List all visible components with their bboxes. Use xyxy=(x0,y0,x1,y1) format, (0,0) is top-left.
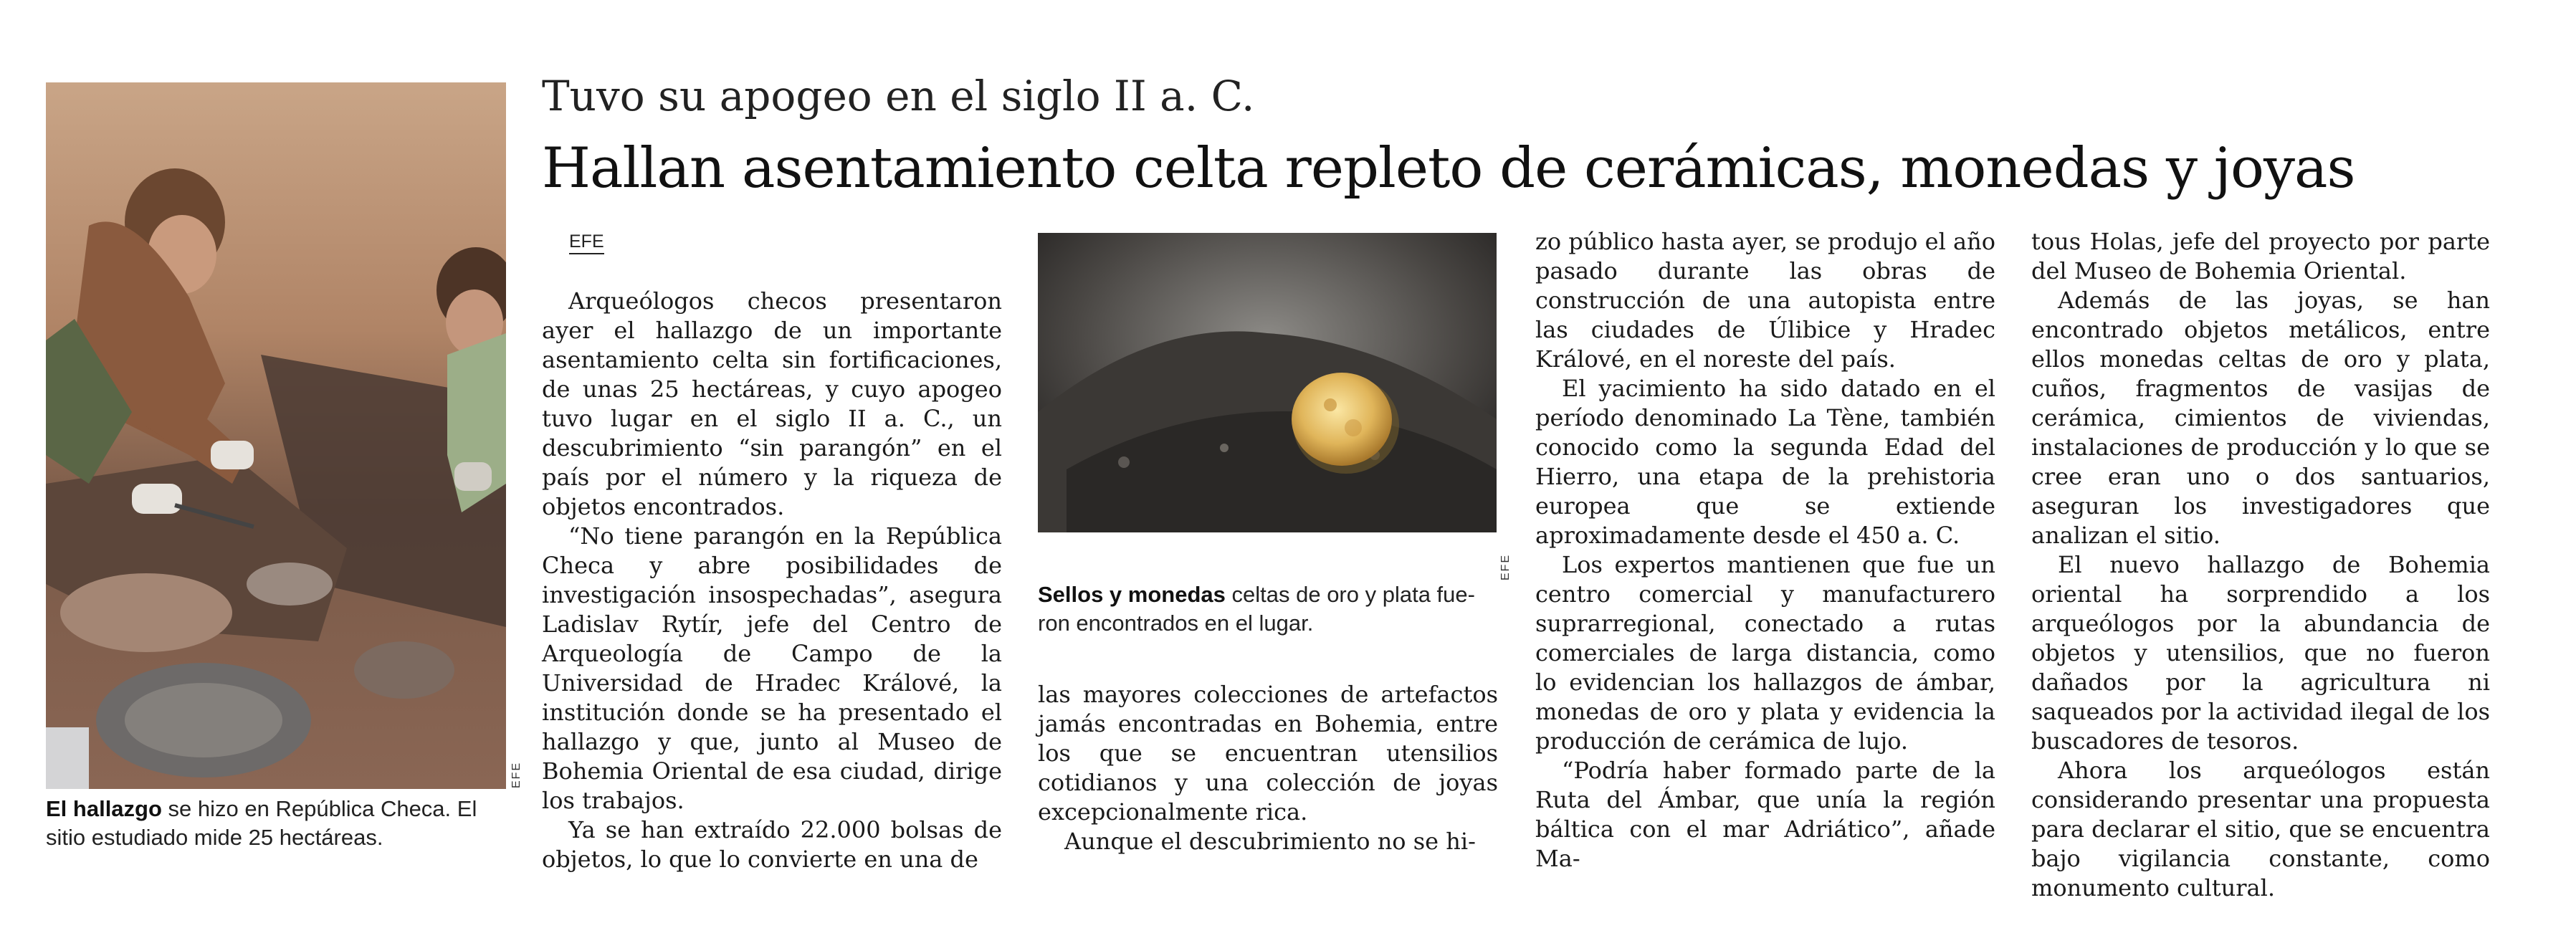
column-4 xyxy=(2031,227,2490,903)
paragraph: “Podría haber formado parte de la Ruta del Ámbar, que unía la región báltica con el mar Adriático”, añade Ma- xyxy=(1535,757,1995,872)
photo-caption xyxy=(1038,580,1504,638)
caption-text-2: sitio estudiado mide 25 hectáreas. xyxy=(46,825,383,850)
caption-bold: Sellos y monedas xyxy=(1038,582,1226,607)
paragraph: Los expertos mantienen que fue un centro comercial y manufacturero suprarregional, conectado a rutas comerciales de larga distancia, como lo evidencian los hallazgos de ámbar, monedas de oro y plata y evidencia la producción de cerámica de lujo. xyxy=(1535,551,1995,755)
caption-text: celtas de oro y plata fue- xyxy=(1225,582,1475,607)
caption-text: se hizo en República Checa. El xyxy=(161,796,477,821)
kicker: Tuvo su apogeo en el siglo II a. C. xyxy=(542,72,1255,120)
paragraph: tous Holas, jefe del proyecto por parte del Museo de Bohemia Oriental. xyxy=(2031,228,2490,284)
byline-agency: EFE xyxy=(569,231,604,254)
paragraph: zo público hasta ayer, se produjo el año pasado durante las obras de construcción de una autopista entre las ciudades de Úlibice y Hradec Králové, en el noreste del país. xyxy=(1535,228,1995,373)
coin-photo xyxy=(1038,233,1497,532)
paragraph: las mayores colecciones de artefactos jamás encontradas en Bohemia, entre los que se encuentran utensilios cotidianos y una colección de joyas excepcionalmente rica. xyxy=(1038,681,1498,826)
excavation-photo xyxy=(46,82,506,789)
paragraph: El nuevo hallazgo de Bohemia oriental ha sorprendido a los arqueólogos por la abundancia de objetos y utensilios, que no fueron dañados por la agricultura ni saqueados por la actividad ilegal de los buscadores de tesoros. xyxy=(2031,551,2490,755)
column-2 xyxy=(1038,680,1498,856)
paragraph: El yacimiento ha sido datado en el período denominado La Tène, también conocido como la segunda Edad del Hierro, una etapa de la prehistoria europea que se extiende aproximadamente desde el 450 a. C. xyxy=(1535,375,1995,549)
photo-caption xyxy=(46,795,512,852)
caption-text-2: ron encontrados en el lugar. xyxy=(1038,611,1314,636)
paragraph: Ahora los arqueólogos están considerando presentar una propuesta para declarar el sitio, que se encuentra bajo vigilancia constante, como monumento cultural. xyxy=(2031,757,2490,901)
headline: Hallan asentamiento celta repleto de cerámicas, monedas y joyas xyxy=(542,136,2355,201)
caption-bold: El hallazgo xyxy=(46,796,162,821)
paragraph: Además de las joyas, se han encontrado objetos metálicos, entre ellos monedas celtas de oro y plata, cuños, fragmentos de vasijas de cerámica, cimientos de viviendas, instalaciones de producción y lo que se cree eran uno o dos santuarios, aseguran los investigadores que analizan el sitio. xyxy=(2031,287,2490,549)
column-3 xyxy=(1535,227,1995,874)
photo-credit: EFE xyxy=(510,761,523,788)
column-1 xyxy=(542,287,1002,874)
paragraph: Aunque el descubrimiento no se hi- xyxy=(1064,828,1476,855)
photo-credit: EFE xyxy=(1499,553,1512,580)
paragraph: Arqueólogos checos presentaron ayer el hallazgo de un importante asentamiento celta sin fortificaciones, de unas 25 hectáreas, y cuyo apogeo tuvo lugar en el siglo II a. C., un descubrimiento “sin parangón” en el país por el número y la riqueza de objetos encontrados. xyxy=(542,287,1002,520)
paragraph: “No tiene parangón en la República Checa y abre posibilidades de investigación insospechadas”, asegura Ladislav Rytír, jefe del Centro de Arqueología de Campo de la Universidad de Hradec Králové, la institución donde se ha presentado el hallazgo y que, junto al Museo de Bohemia Oriental de esa ciudad, dirige los trabajos. xyxy=(542,522,1002,814)
paragraph: Ya se han extraído 22.000 bolsas de objetos, lo que lo convierte en una de xyxy=(542,816,1002,873)
